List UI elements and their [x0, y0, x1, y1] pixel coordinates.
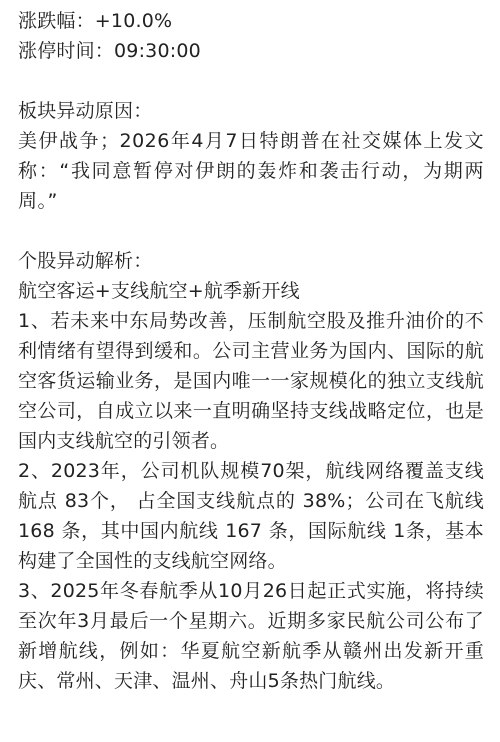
change-percent-text: 涨跌幅：+10.0% [18, 10, 173, 32]
analysis-point-1: 1、若未来中东局势改善，压制航空股及推升油价的不利情绪有望得到缓和。公司主营业务为国内、国际的航空客货运输业务，是国内唯一一家规模化的独立支线航空公司，自成立以来一直明确坚持支线战略定位，也是国内支线航空的引领者。 [18, 310, 484, 452]
sector-reason-text: 美伊战争；2026年4月7日特朗普在社交媒体上发文称：“我同意暂停对伊朗的轰炸和袭击行动，为期两周。” [18, 130, 484, 212]
spacer [18, 66, 484, 96]
stock-analysis-heading: 个股异动解析： [18, 250, 153, 272]
limit-up-time-text: 涨停时间：09:30:00 [18, 40, 201, 62]
stock-tags-text: 航空客运+支线航空+航季新开线 [18, 280, 300, 302]
analysis-point-2: 2、2023年，公司机队规模70架，航线网络覆盖支线航点 83个， 占全国支线航点的 38%；公司在飞航线 168 条，其中国内航线 167 条，国际航线 1条，基本构建了全国性的支线航空网络。 [18, 460, 484, 572]
article-body [18, 6, 484, 696]
sector-reason-heading: 板块异动原因： [18, 100, 153, 122]
spacer [18, 216, 484, 246]
analysis-point-3: 3、2025年冬春航季从10月26日起正式实施，将持续至次年3月最后一个星期六。近期多家民航公司公布了新增航线，例如：华夏航空新航季从赣州出发新开重庆、常州、天津、温州、舟山5条热门航线。 [18, 580, 484, 692]
